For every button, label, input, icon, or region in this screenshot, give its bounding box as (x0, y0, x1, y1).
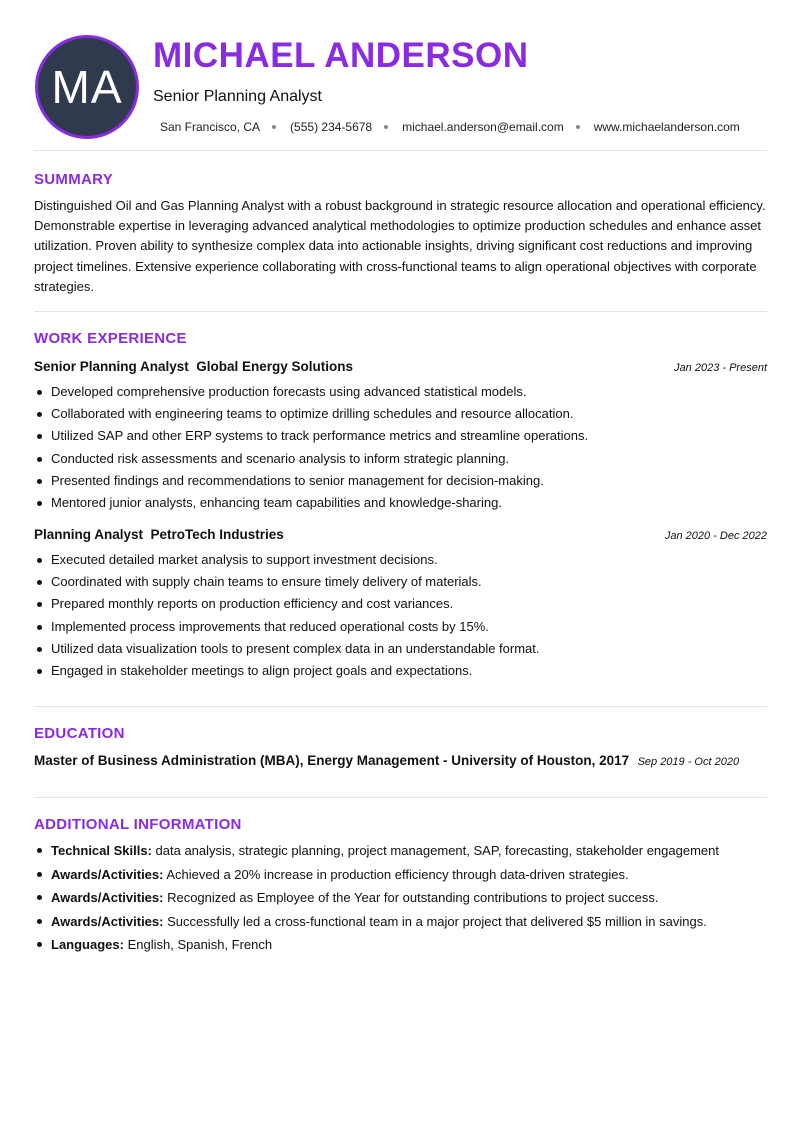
job-title: Senior Planning Analyst (153, 88, 322, 105)
job-bullets (34, 381, 769, 514)
separator-dot (272, 125, 276, 129)
item-label: Awards/Activities: (51, 913, 164, 929)
divider (34, 311, 767, 312)
list-item: Utilized data visualization tools to present complex data in an understandable format. (34, 638, 769, 660)
summary-text: Distinguished Oil and Gas Planning Analyst with a robust background in strategic resource allocation and operational efficiency. Demonstrable expertise in leveraging advanced analytical methodologies to optimize production schedules and enhance asset utilization. Proven ability to synthesize complex data into actionable insights, driving significant cost reductions and improving project timelines. Extensive experience collaborating with cross-functional teams to align operational objectives with corporate strategies. (34, 198, 766, 294)
list-item: Developed comprehensive production forecasts using advanced statistical models. (34, 381, 769, 403)
separator-dot (576, 125, 580, 129)
job-bullets (34, 549, 769, 682)
list-item: Coordinated with supply chain teams to ensure timely delivery of materials. (34, 571, 769, 593)
list-item: Presented findings and recommendations to senior management for decision-making. (34, 470, 769, 492)
divider (34, 706, 767, 707)
list-item: Utilized SAP and other ERP systems to track performance metrics and streamline operations. (34, 425, 769, 447)
contact-phone: (555) 234-5678 (290, 120, 373, 134)
job-role: Senior Planning Analyst Global Energy Solutions (34, 359, 354, 374)
list-item: Mentored junior analysts, enhancing team capabilities and knowledge-sharing. (34, 492, 769, 514)
list-item (34, 910, 769, 934)
list-item (34, 839, 769, 863)
list-item (34, 863, 769, 887)
list-item: Executed detailed market analysis to support investment decisions. (34, 549, 769, 571)
item-text: Achieved a 20% increase in production efficiency through data-driven strategies. (163, 866, 629, 882)
item-text: data analysis, strategic planning, project management, SAP, forecasting, stakeholder engagement (151, 843, 719, 858)
job-dates: Jan 2020 - Dec 2022 (664, 530, 767, 542)
item-label: Technical Skills: (51, 843, 152, 858)
candidate-name: MICHAEL ANDERSON (153, 36, 529, 75)
education-heading: EDUCATION (34, 725, 125, 742)
avatar-initials: MA (51, 61, 123, 113)
additional-heading: ADDITIONAL INFORMATION (34, 816, 242, 833)
list-item: Prepared monthly reports on production efficiency and cost variances. (34, 593, 769, 615)
education-entry (34, 752, 774, 770)
education-dates: Sep 2019 - Oct 2020 (637, 756, 740, 768)
contact-email[interactable]: michael.anderson@email.com (402, 120, 564, 134)
job-dates: Jan 2023 - Present (674, 362, 767, 374)
list-item: Implemented process improvements that reduced operational costs by 15%. (34, 616, 769, 638)
list-item (34, 886, 769, 910)
contact-location: San Francisco, CA (160, 120, 261, 134)
job-header (34, 359, 767, 374)
job-header (34, 527, 767, 542)
avatar (35, 35, 139, 139)
list-item: Engaged in stakeholder meetings to align project goals and expectations. (34, 660, 769, 682)
experience-heading: WORK EXPERIENCE (34, 330, 187, 347)
item-text: English, Spanish, French (123, 937, 273, 953)
item-label: Awards/Activities: (51, 890, 164, 906)
summary-heading: SUMMARY (34, 171, 114, 188)
divider (34, 150, 767, 151)
contact-line (160, 120, 740, 134)
item-label: Languages: (51, 937, 124, 953)
item-text: Successfully led a cross-functional team in a major project that delivered $5 million in savings. (163, 913, 707, 929)
job-role: Planning Analyst PetroTech Industries (34, 527, 284, 542)
additional-list (34, 839, 769, 957)
list-item: Collaborated with engineering teams to optimize drilling schedules and resource allocation. (34, 403, 769, 425)
contact-website[interactable]: www.michaelanderson.com (593, 120, 740, 134)
list-item: Conducted risk assessments and scenario analysis to inform strategic planning. (34, 448, 769, 470)
separator-dot (384, 125, 388, 129)
item-text: Recognized as Employee of the Year for outstanding contributions to project success. (163, 890, 659, 906)
divider (34, 797, 767, 798)
item-label: Awards/Activities: (51, 866, 164, 882)
degree: Master of Business Administration (MBA), Energy Management - University of Houston, 2017 (34, 753, 630, 768)
list-item (34, 933, 769, 957)
